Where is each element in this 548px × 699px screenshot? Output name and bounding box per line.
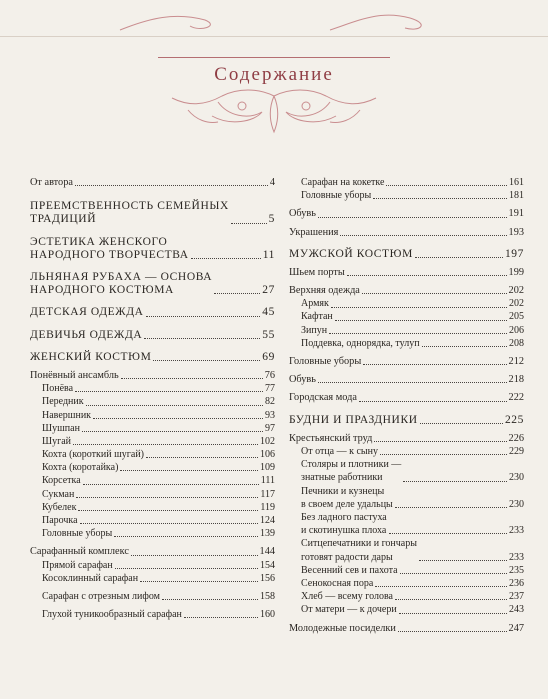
toc-entry[interactable]: Сукман 117 [42,488,275,500]
toc-entry[interactable]: Зипун 206 [301,324,524,336]
toc-entry[interactable]: Весенний сев и пахота 235 [301,564,524,576]
title-rule [158,57,390,58]
title-ornament [158,86,390,136]
toc-entry[interactable]: Шугай 102 [42,435,275,447]
page-title: Содержание [214,64,334,85]
toc-entry[interactable]: Кохта (короткий шугай) 106 [42,449,275,461]
toc-entry[interactable]: Сарафан с отрезным лифом 158 [42,590,275,602]
toc-entry[interactable]: Столяры и плотники — знатные работники 230 [301,459,524,484]
toc-entry[interactable]: Кохта (коротайка) 109 [42,462,275,474]
toc-entry[interactable]: Сенокосная пора 236 [301,577,524,589]
toc-entry[interactable]: Кафтан 205 [301,311,524,323]
toc-entry[interactable]: Кубелек 119 [42,501,275,513]
toc-entry[interactable]: Городская мода 222 [289,392,524,404]
toc-entry[interactable]: Навершник 93 [42,409,275,421]
toc-entry[interactable]: Обувь 191 [289,208,524,220]
toc-entry[interactable]: Крестьянский труд 226 [289,432,524,444]
toc-entry[interactable]: Шьем порты 199 [289,266,524,278]
toc-entry[interactable]: МУЖСКОЙ КОСТЮМ 197 [289,247,524,260]
toc-entry[interactable]: Глухой туникообразный сарафан 160 [42,609,275,621]
toc-entry[interactable]: Сарафанный комплекс 144 [30,546,275,558]
toc-entry[interactable]: Понёва 77 [42,383,275,395]
toc-entry[interactable]: ЖЕНСКИЙ КОСТЮМ 69 [30,350,275,363]
toc-entry[interactable]: Молодежные посиделки 247 [289,622,524,634]
toc-entry[interactable]: ДЕВИЧЬЯ ОДЕЖДА 55 [30,328,275,341]
toc-entry[interactable]: Хлеб — всему голова 237 [301,591,524,603]
toc-entry[interactable]: ЭСТЕТИКА ЖЕНСКОГО НАРОДНОГО ТВОРЧЕСТВА 11 [30,235,275,261]
toc-left-column [30,176,275,621]
toc-entry[interactable]: Косоклинный сарафан 156 [42,572,275,584]
toc-entry[interactable]: Армяк 202 [301,298,524,310]
toc-entry[interactable]: Головные уборы 181 [301,190,524,202]
toc-right-column [289,176,524,635]
toc-entry[interactable]: Шушпан 97 [42,422,275,434]
toc-entry[interactable]: Парочка 124 [42,515,275,527]
toc-entry[interactable]: БУДНИ И ПРАЗДНИКИ 225 [289,413,524,426]
toc-entry[interactable]: Печники и кузнецы в своем деле удальцы 230 [301,485,524,510]
toc-entry[interactable]: Понёвный ансамбль 76 [30,369,275,381]
toc-entry[interactable]: ЛЬНЯНАЯ РУБАХА — ОСНОВА НАРОДНОГО КОСТЮМА 27 [30,271,275,297]
toc-entry[interactable]: Корсетка 111 [42,475,275,487]
toc-entry[interactable]: Украшения 193 [289,226,524,238]
toc-entry[interactable]: Ситцепечатники и гончары готовят радости дары 233 [301,538,524,563]
toc-entry[interactable]: От матери — к дочери 243 [301,604,524,616]
top-ornament [0,0,548,36]
top-divider [0,36,548,37]
toc-entry[interactable]: Сарафан на кокетке 161 [301,176,524,188]
toc-entry[interactable]: ПРЕЕМСТВЕННОСТЬ СЕМЕЙНЫХ ТРАДИЦИЙ 5 [30,200,275,226]
toc-entry[interactable]: Прямой сарафан 154 [42,559,275,571]
toc-entry[interactable]: Без ладного пастуха и скотинушка плоха 233 [301,512,524,537]
toc-entry[interactable]: Поддевка, однорядка, тулуп 208 [301,337,524,349]
toc-entry[interactable]: Верхняя одежда 202 [289,285,524,297]
toc-entry[interactable]: Передник 82 [42,396,275,408]
toc-entry[interactable]: ДЕТСКАЯ ОДЕЖДА 45 [30,306,275,319]
toc-entry[interactable]: Головные уборы 212 [289,356,524,368]
toc-entry[interactable]: От отца — к сыну 229 [301,445,524,457]
toc-entry[interactable]: От автора 4 [30,176,275,188]
toc-entry[interactable]: Обувь 218 [289,374,524,386]
toc-entry[interactable]: Головные уборы 139 [42,528,275,540]
